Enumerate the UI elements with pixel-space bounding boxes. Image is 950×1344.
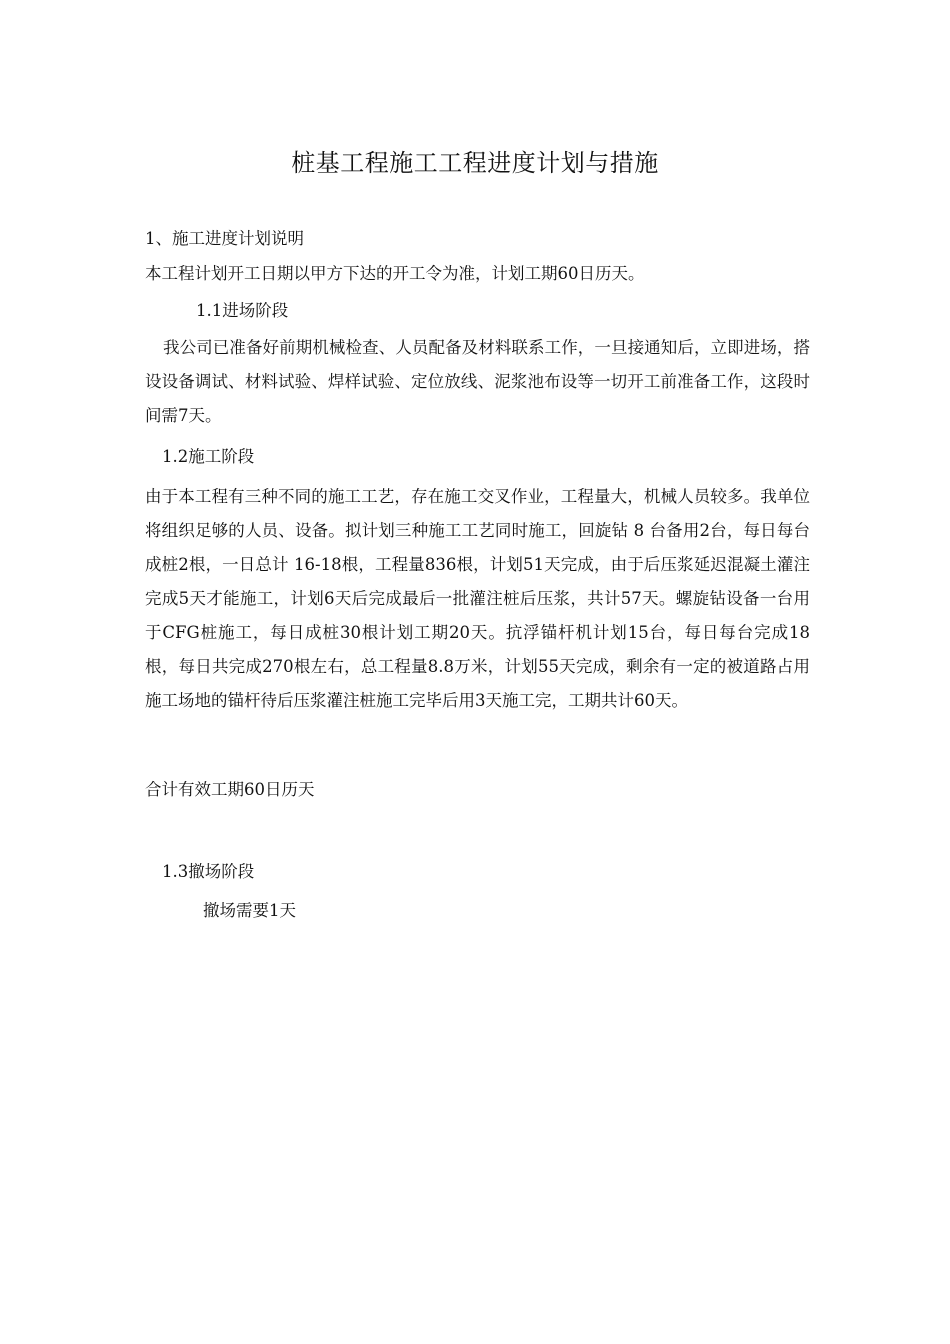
section-1-2-text: 由于本工程有三种不同的施工工艺，存在施工交叉作业，工程量大，机械人员较多。我单位将组织足够的人员、设备。拟计划三种施工工艺同时施工，回旋钻 8 台备用2台，每日每台成桩2根，一日总计 16-18根，工程量836根，计划51天完成，由于后压浆延迟混凝土灌注完成5天才能施工，计划6天后完成最后一批灌注桩后压浆，共计57天。螺旋钻设备一台用于CFG桩施工，每日成桩30根计划工期20天。抗浮锚杆机计划15台，每日每台完成18根，每日共完成270根左右，总工程量8.8万米，计划55天完成，剩余有一定的被道路占用施工场地的锚杆待后压浆灌注桩施工完毕后用3天施工完，工期共计60天。 <box>145 487 810 710</box>
section-1-3-text: 撤场需要1天 <box>203 901 296 920</box>
section-1-intro: 本工程计划开工日期以甲方下达的开工令为准，计划工期60日历天。 <box>145 264 645 283</box>
section-1-2-total: 合计有效工期60日历天 <box>145 780 315 799</box>
section-1-1-heading: 1.1进场阶段 <box>196 301 289 320</box>
section-1-1-text: 我公司已准备好前期机械检查、人员配备及材料联系工作，一旦接通知后，立即进场，搭设设备调试、材料试验、焊样试验、定位放线、泥浆池布设等一切开工前准备工作，这段时间需7天。 <box>145 338 810 425</box>
document-title: 桩基工程施工工程进度计划与措施 <box>291 149 659 177</box>
section-1-3-heading: 1.3撤场阶段 <box>162 862 255 881</box>
section-1-heading: 1、施工进度计划说明 <box>145 229 304 248</box>
section-1-2-heading: 1.2施工阶段 <box>162 447 255 466</box>
